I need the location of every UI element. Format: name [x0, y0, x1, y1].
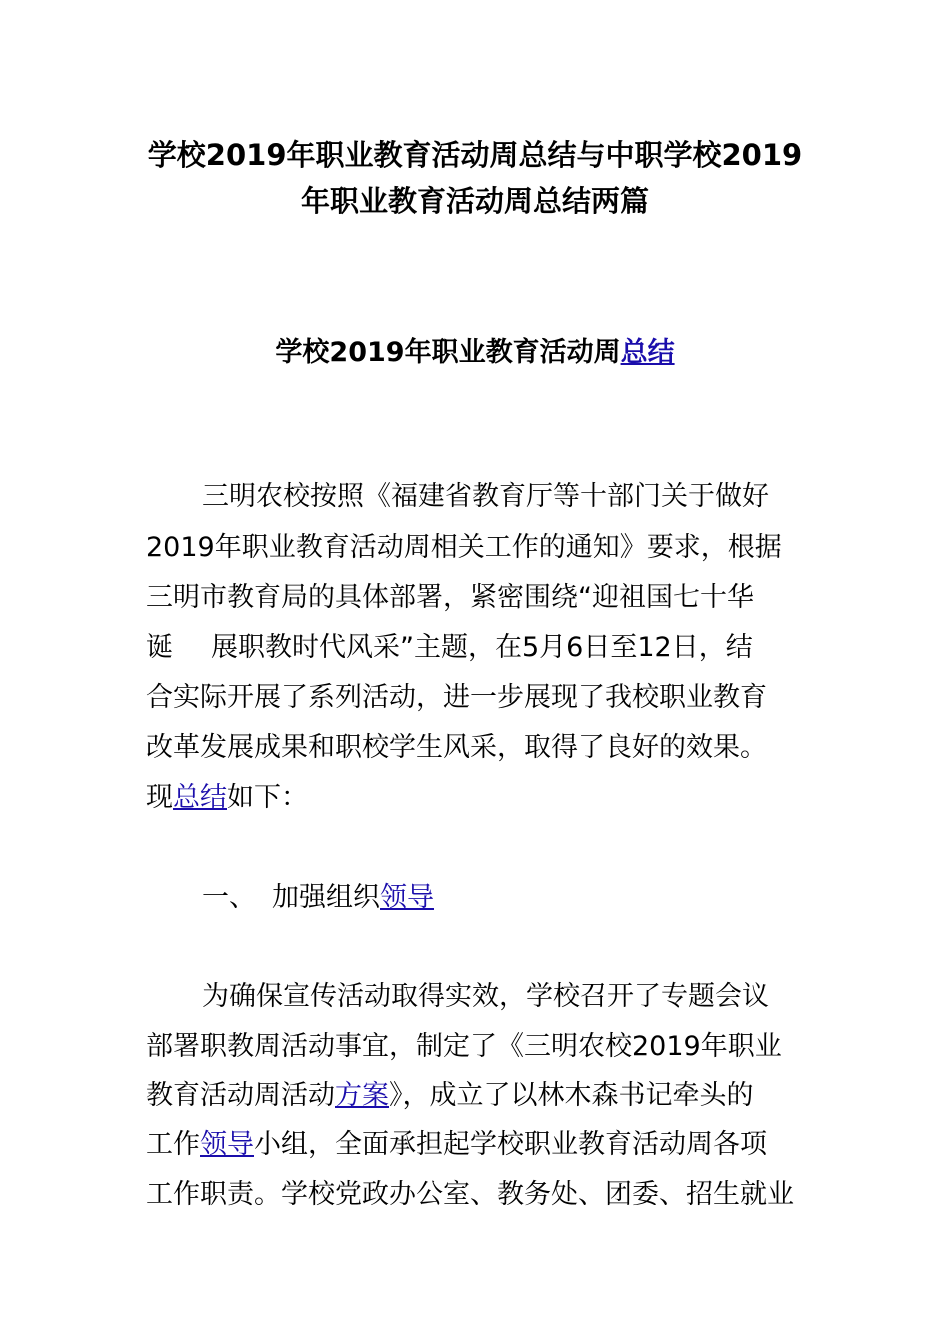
document-title-line-1: 学校2019年职业教育活动周总结与中职学校2019	[147, 138, 803, 172]
paragraph-1-line-7	[146, 772, 308, 824]
leadership-link[interactable]: 领导	[380, 882, 434, 913]
paragraph-2-line-3-end: 》，成立了以林木森书记牵头的	[389, 1080, 754, 1111]
paragraph-1-line-5: 合实际开展了系列活动，进一步展现了我校职业教育	[146, 682, 767, 713]
paragraph-2-line-4-end: 小组，全面承担起学校职业教育活动周各项	[254, 1129, 767, 1160]
paragraph-1-line-3: 三明市教育局的具体部署，紧密围绕“迎祖国七十华	[146, 582, 754, 613]
section-title-text: 学校2019年职业教育活动周	[275, 337, 621, 368]
paragraph-2-line-4-start: 工作	[146, 1129, 200, 1160]
paragraph-2-line-3	[146, 1070, 754, 1122]
paragraph-2-line-1: 为确保宣传活动取得实效，学校召开了专题会议	[202, 981, 769, 1012]
paragraph-1-line-2: 2019年职业教育活动周相关工作的通知》要求，根据	[146, 532, 782, 563]
section-title-link[interactable]: 总结	[620, 337, 675, 368]
heading-1-text: 加强组织	[272, 882, 380, 913]
paragraph-1-line-1: 三明农校按照《福建省教育厅等十部门关于做好	[202, 481, 769, 512]
paragraph-1-line-7-start: 现	[146, 782, 173, 813]
paragraph-1-line-4-start: 诞	[146, 632, 173, 663]
paragraph-1-line-4-end: 展职教时代风采”主题，在5月6日至12日，结	[211, 632, 753, 663]
paragraph-2-line-3-start: 教育活动周活动	[146, 1080, 335, 1111]
summary-link[interactable]: 总结	[173, 782, 227, 813]
paragraph-1-line-7-end: 如下：	[227, 782, 308, 813]
paragraph-1-line-6: 改革发展成果和职校学生风采，取得了良好的效果。	[146, 732, 767, 763]
heading-1-number: 一、	[202, 882, 256, 913]
leadership-link-2[interactable]: 领导	[200, 1129, 254, 1160]
section-title	[0, 325, 950, 381]
paragraph-2-line-5: 工作职责。学校党政办公室、教务处、团委、招生就业	[146, 1179, 794, 1210]
paragraph-1-line-4	[146, 622, 753, 674]
paragraph-2-line-2: 部署职教周活动事宜，制定了《三明农校2019年职业	[146, 1031, 782, 1062]
heading-1	[202, 872, 434, 924]
plan-link[interactable]: 方案	[335, 1080, 389, 1111]
paragraph-2-line-4	[146, 1119, 767, 1171]
document-title-line-2: 年职业教育活动周总结两篇	[300, 184, 649, 218]
